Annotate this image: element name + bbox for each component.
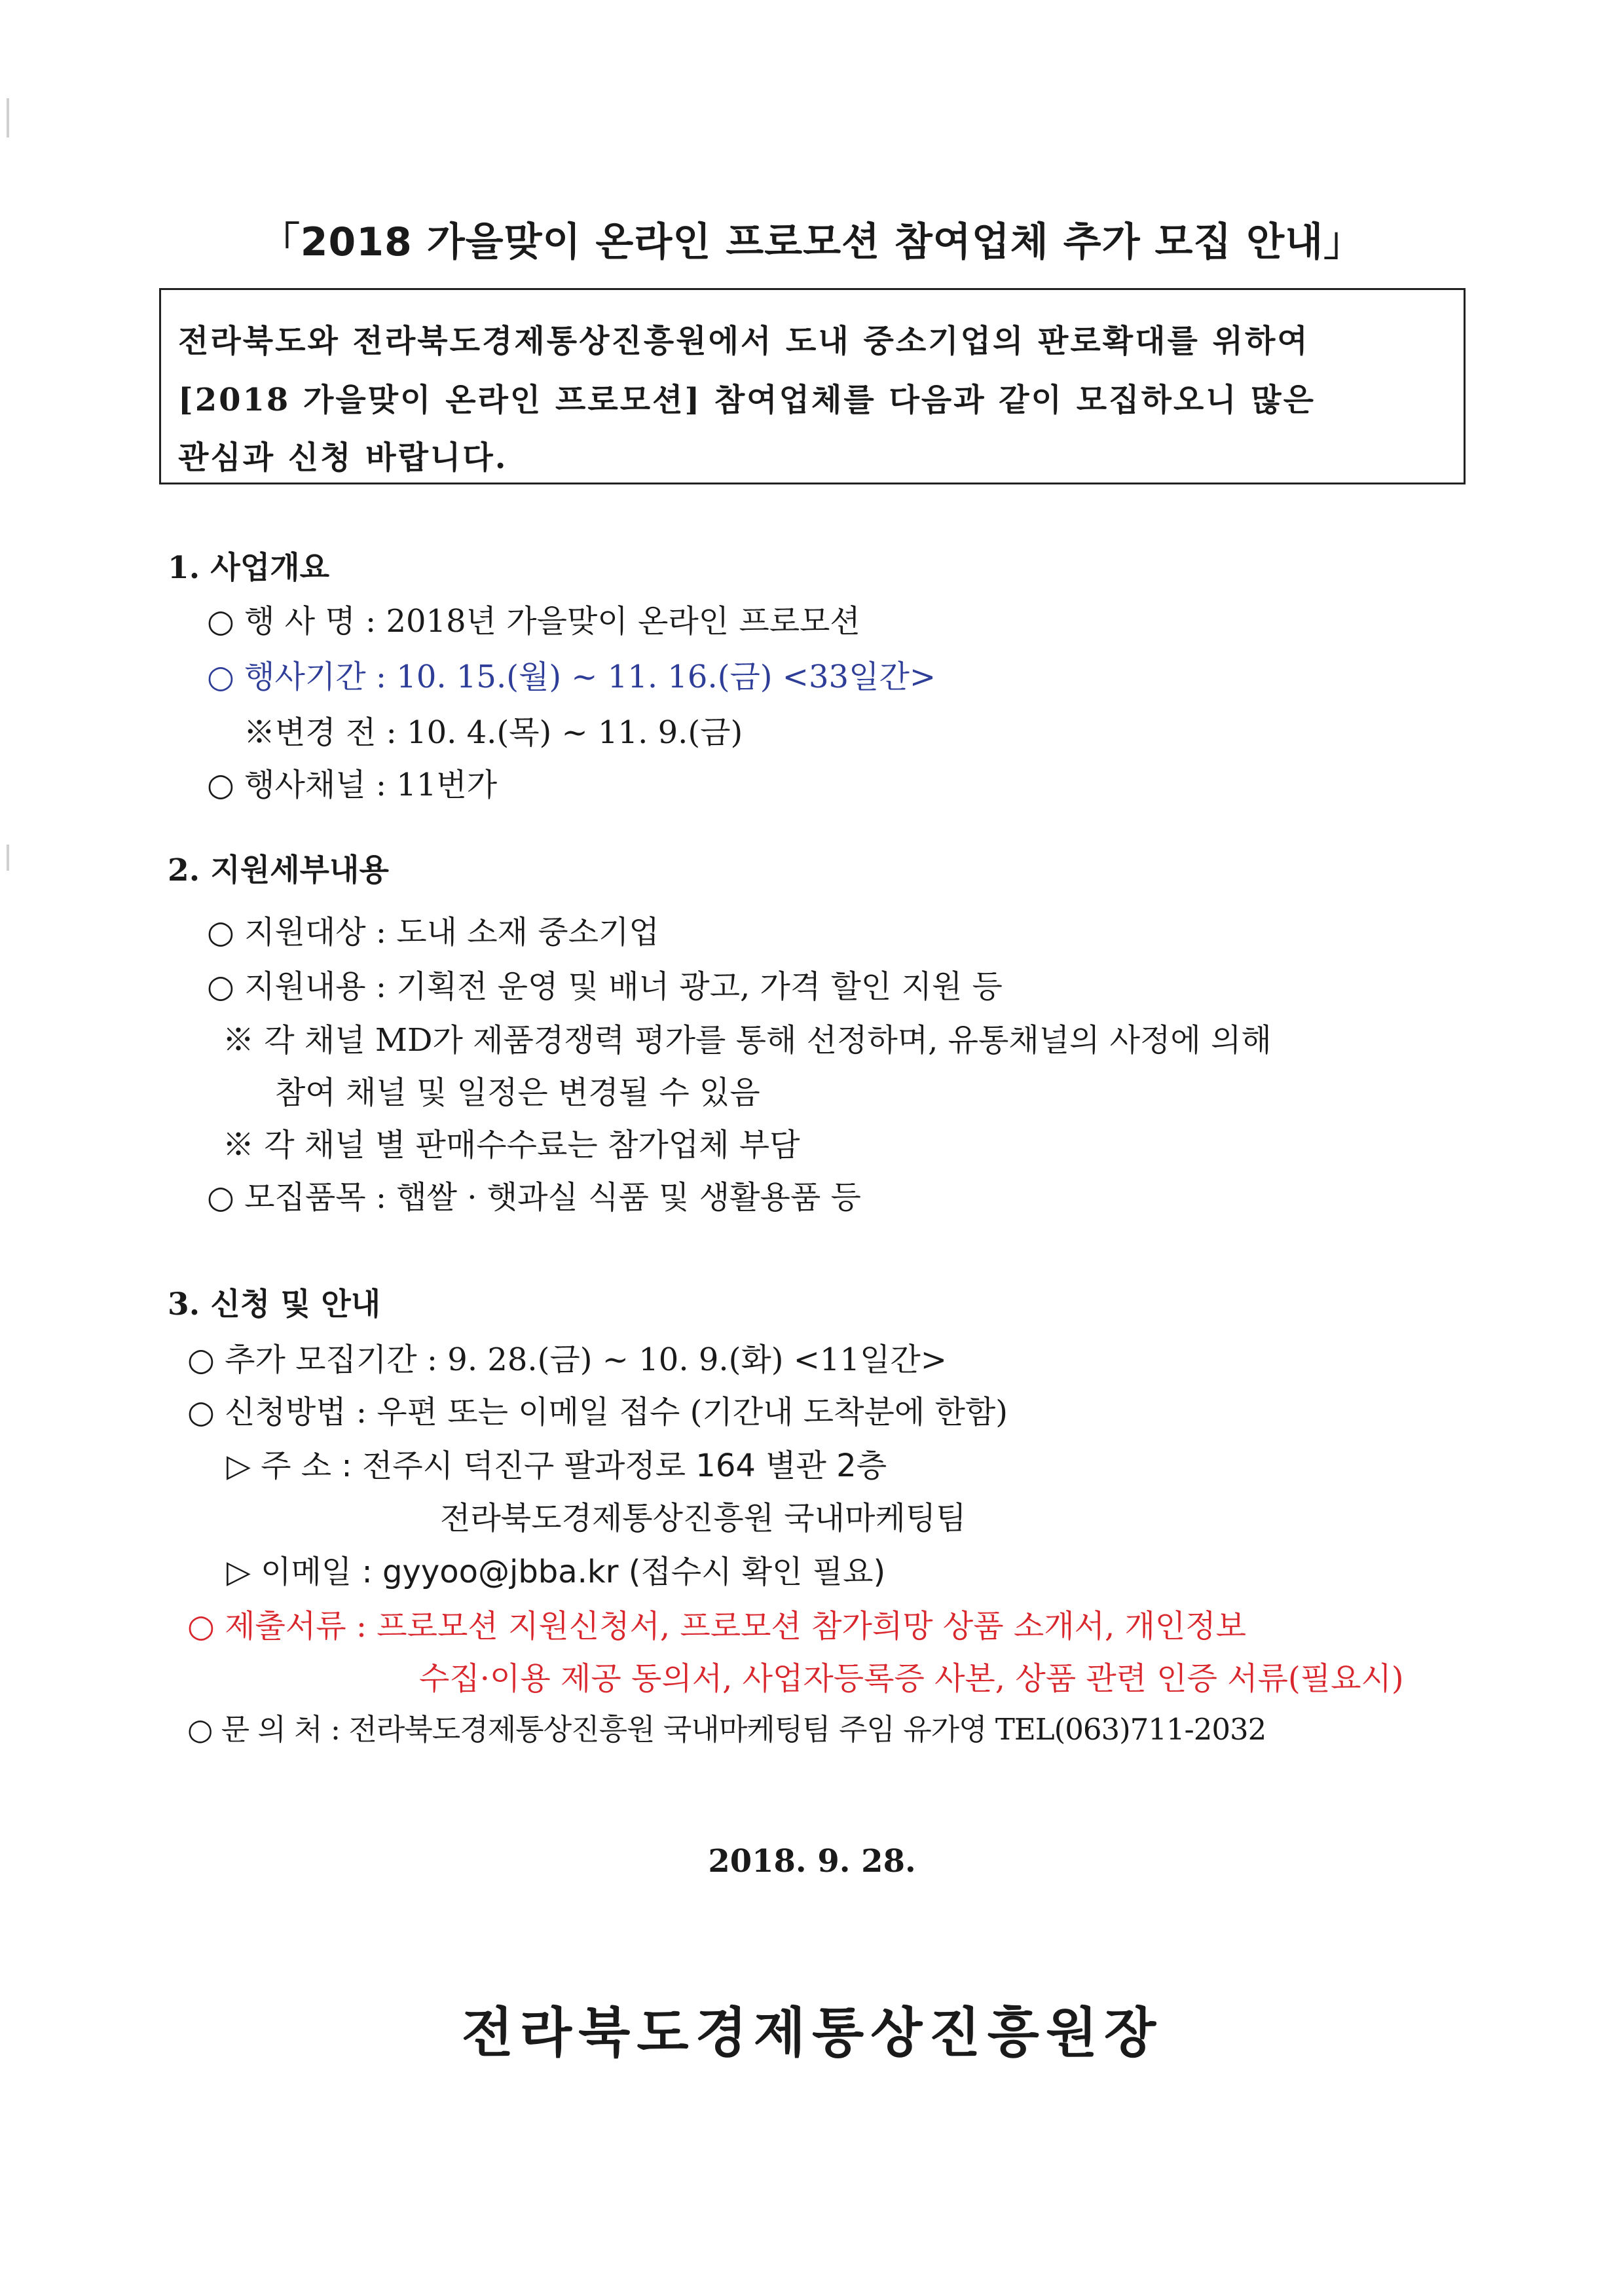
note-1-line-2: 참여 채널 및 일정은 변경될 수 있음 <box>275 1074 760 1111</box>
section-3-heading: 3. 신청 및 안내 <box>168 1286 381 1322</box>
contact-line: ○ 문 의 처 : 전라북도경제통상진흥원 국내마케팅팀 주임 유가영 TEL(063)711-2032 <box>187 1712 1266 1747</box>
support-target: ○ 지원대상 : 도내 소재 중소기업 <box>207 914 659 951</box>
issuer-signature: 전라북도경제통상진흥원장 <box>461 2001 1163 2064</box>
recruit-period: ○ 추가 모집기간 : 9. 28.(금) ~ 10. 9.(화) <11일간> <box>187 1341 947 1378</box>
section-2-heading: 2. 지원세부내용 <box>168 852 389 888</box>
recruit-items: ○ 모집품목 : 햅쌀 · 햇과실 식품 및 생활용품 등 <box>207 1179 861 1216</box>
apply-method: ○ 신청방법 : 우편 또는 이메일 접수 (기간내 도착분에 한함) <box>187 1394 1008 1430</box>
address-line-1: ▷ 주 소 : 전주시 덕진구 팔과정로 164 별관 2층 <box>227 1448 887 1484</box>
scan-margin-mark <box>7 845 9 871</box>
intro-line-3: 관심과 신청 바랍니다. <box>178 439 508 476</box>
email-line: ▷ 이메일 : gyyoo@jbba.kr (접수시 확인 필요) <box>227 1554 886 1590</box>
event-name: ○ 행 사 명 : 2018년 가을맞이 온라인 프로모션 <box>207 603 860 640</box>
support-content: ○ 지원내용 : 기획전 운영 및 배너 광고, 가격 할인 지원 등 <box>207 968 1003 1005</box>
document-title: 「2018 가을맞이 온라인 프로모션 참여업체 추가 모집 안내」 <box>260 219 1364 265</box>
before-change: ※변경 전 : 10. 4.(목) ~ 11. 9.(금) <box>244 714 743 751</box>
intro-line-2: [2018 가을맞이 온라인 프로모션] 참여업체를 다음과 같이 모집하오니 많은 <box>178 382 1316 418</box>
address-line-2: 전라북도경제통상진흥원 국내마케팅팀 <box>440 1500 967 1537</box>
event-period: ○ 행사기간 : 10. 15.(월) ~ 11. 16.(금) <33일간> <box>207 659 936 695</box>
note-1-line-1: ※ 각 채널 MD가 제품경쟁력 평가를 통해 선정하며, 유통채널의 사정에 의해 <box>223 1022 1272 1059</box>
section-1-heading: 1. 사업개요 <box>168 550 330 586</box>
event-channel: ○ 행사채널 : 11번가 <box>207 767 498 803</box>
document-date: 2018. 9. 28. <box>708 1843 916 1880</box>
intro-line-1: 전라북도와 전라북도경제통상진흥원에서 도내 중소기업의 판로확대를 위하여 <box>178 323 1310 359</box>
note-2: ※ 각 채널 별 판매수수료는 참가업체 부담 <box>223 1127 800 1163</box>
scan-margin-mark <box>7 98 9 137</box>
submit-docs-line-2: 수집·이용 제공 동의서, 사업자등록증 사본, 상품 관련 인증 서류(필요시) <box>419 1660 1404 1697</box>
submit-docs-line-1: ○ 제출서류 : 프로모션 지원신청서, 프로모션 참가희망 상품 소개서, 개인정보 <box>187 1608 1246 1645</box>
